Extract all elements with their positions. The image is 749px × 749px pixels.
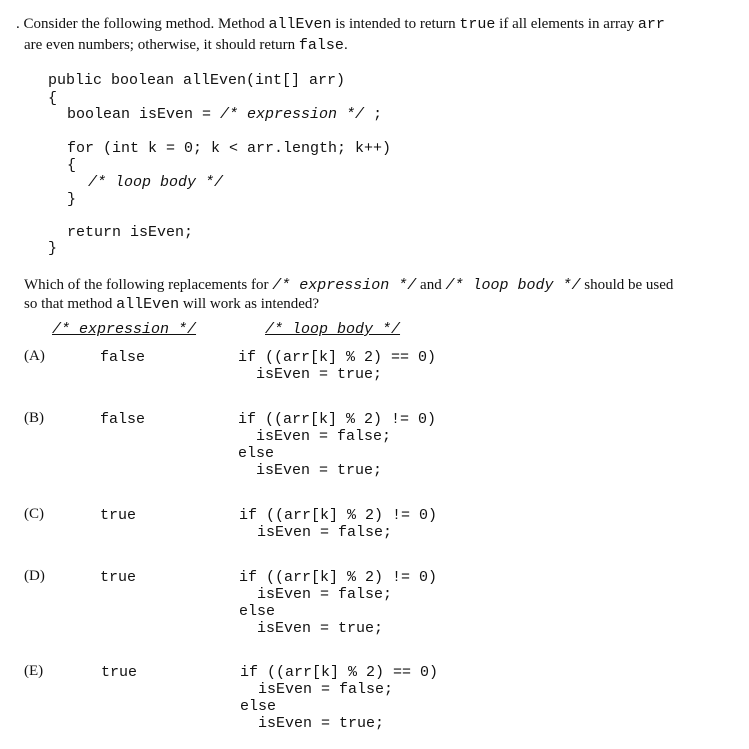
option-label: (C) bbox=[24, 506, 44, 522]
code-for-close: } bbox=[67, 191, 77, 208]
code-declaration bbox=[67, 106, 382, 123]
question-intro bbox=[16, 16, 665, 33]
prompt-method: allEven bbox=[116, 296, 180, 313]
arr-keyword: arr bbox=[637, 16, 665, 33]
option-expression: true bbox=[100, 507, 137, 524]
option-label: (D) bbox=[24, 568, 45, 584]
intro-text-1: Consider the following method. Method bbox=[23, 16, 265, 32]
option-body-line: isEven = false; bbox=[238, 428, 392, 445]
code-for-line: for (int k = 0; k < arr.length; k++) bbox=[67, 140, 392, 157]
header-loop-body: /* loop body */ bbox=[265, 321, 401, 338]
code-open-brace: { bbox=[48, 90, 58, 107]
option-body-line: else bbox=[238, 445, 275, 462]
option-body-line: if ((arr[k] % 2) == 0) bbox=[240, 664, 439, 681]
decl-text: boolean isEven = bbox=[67, 106, 221, 123]
method-name: allEven bbox=[268, 16, 332, 33]
option-body-line: else bbox=[239, 603, 276, 620]
option-expression: true bbox=[101, 664, 138, 681]
prompt-loop-body: /* loop body */ bbox=[445, 277, 581, 294]
option-body-line: if ((arr[k] % 2) == 0) bbox=[238, 349, 437, 366]
option-expression: true bbox=[100, 569, 137, 586]
prompt-line1 bbox=[24, 277, 673, 294]
intro-text-2: is intended to return bbox=[335, 16, 456, 32]
prompt-line2a: so that method bbox=[24, 296, 113, 312]
option-body-line: else bbox=[240, 698, 277, 715]
prompt-and: and bbox=[420, 277, 442, 293]
code-for-open: { bbox=[67, 157, 77, 174]
prompt-line2 bbox=[24, 296, 319, 313]
option-body-line: isEven = false; bbox=[239, 524, 393, 541]
option-body-line: isEven = true; bbox=[240, 715, 385, 732]
option-body-line: isEven = false; bbox=[239, 586, 393, 603]
decl-end: ; bbox=[364, 106, 383, 123]
option-expression: false bbox=[100, 349, 146, 366]
intro-dot: . bbox=[16, 16, 20, 32]
option-label: (B) bbox=[24, 410, 44, 426]
option-label: (E) bbox=[24, 663, 44, 679]
prompt-expression: /* expression */ bbox=[272, 277, 417, 294]
prompt-line2b: will work as intended? bbox=[182, 296, 320, 312]
prompt-text-2: should be used bbox=[584, 277, 674, 293]
option-expression: false bbox=[100, 411, 146, 428]
intro-period: . bbox=[343, 37, 348, 53]
code-close-brace: } bbox=[48, 240, 58, 257]
option-body-line: isEven = true; bbox=[239, 620, 384, 637]
code-loop-body-comment: /* loop body */ bbox=[88, 174, 224, 191]
intro-text-3: if all elements in array bbox=[499, 16, 635, 32]
decl-expression-comment: /* expression */ bbox=[220, 106, 365, 123]
option-label: (A) bbox=[24, 348, 45, 364]
intro-line2-text: are even numbers; otherwise, it should return bbox=[24, 37, 296, 53]
true-keyword: true bbox=[459, 16, 496, 33]
option-body-line: if ((arr[k] % 2) != 0) bbox=[238, 411, 437, 428]
option-body-line: isEven = true; bbox=[238, 366, 383, 383]
false-keyword: false bbox=[298, 37, 344, 54]
option-body-line: isEven = true; bbox=[238, 462, 383, 479]
code-return: return isEven; bbox=[67, 224, 194, 241]
option-body-line: isEven = false; bbox=[240, 681, 394, 698]
header-expression: /* expression */ bbox=[52, 321, 197, 338]
option-body-line: if ((arr[k] % 2) != 0) bbox=[239, 569, 438, 586]
prompt-text-1: Which of the following replacements for bbox=[24, 277, 269, 293]
option-body-line: if ((arr[k] % 2) != 0) bbox=[239, 507, 438, 524]
question-intro-line2 bbox=[24, 37, 348, 54]
code-signature: public boolean allEven(int[] arr) bbox=[48, 72, 346, 89]
